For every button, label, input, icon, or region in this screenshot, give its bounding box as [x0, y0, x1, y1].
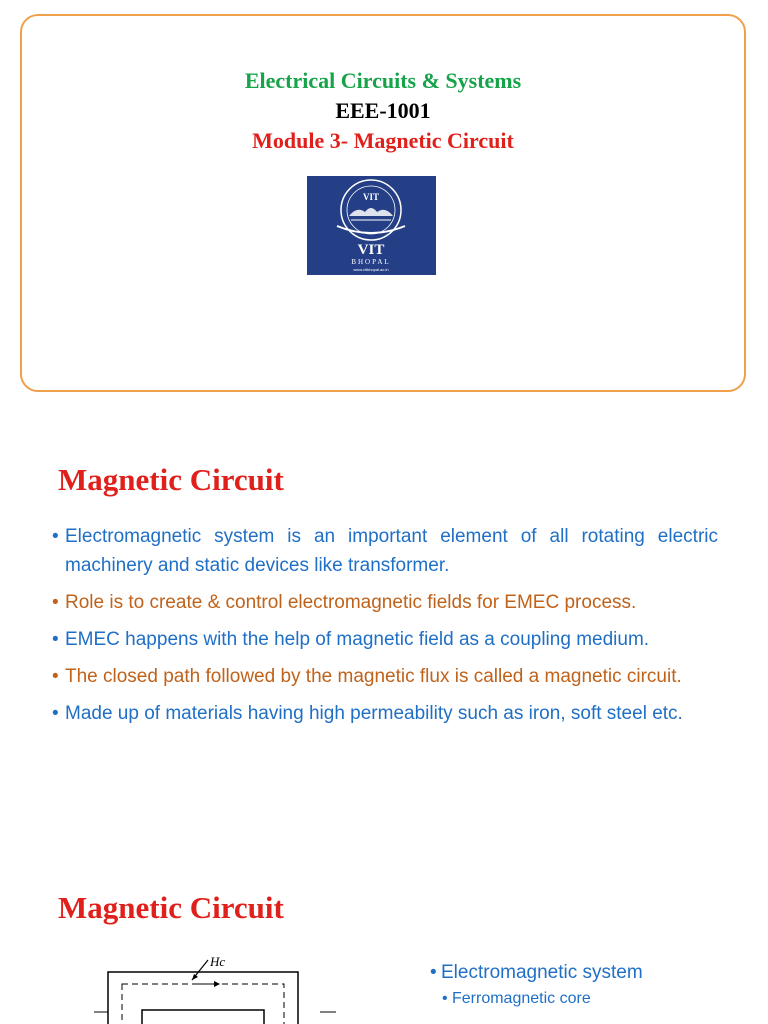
bullet-dot-icon: • [442, 990, 448, 1007]
slide-heading: Magnetic Circuit [58, 890, 284, 925]
bullet-text: EMEC happens with the help of magnetic field as a coupling medium. [65, 629, 650, 650]
diagram-label: Hc [210, 954, 226, 969]
diagram-bullets [430, 962, 643, 1008]
logo-emblem-text: VIT [362, 192, 380, 202]
bullet-text: Electromagnetic system [441, 962, 643, 983]
bullet-dot-icon: • [52, 666, 59, 687]
bullet-dot-icon: • [52, 629, 59, 650]
logo-url: www.vitbhopal.ac.in [353, 267, 389, 272]
slide-magnetic-circuit-definition [0, 410, 768, 850]
bullet-text: Electromagnetic system is an important element of all rotating electric machinery and static devices like transformer. [65, 526, 718, 576]
bullet-item [52, 588, 718, 617]
bullet-dot-icon: • [52, 703, 59, 724]
title-slide [20, 14, 746, 392]
bullet-item [52, 522, 718, 580]
bullet-text: The closed path followed by the magnetic flux is called a magnetic circuit. [65, 666, 682, 687]
sub-bullet-text: Ferromagnetic core [452, 990, 591, 1007]
course-code: EEE-1001 [335, 98, 431, 123]
sub-bullet-item [442, 990, 643, 1008]
slide-magnetic-circuit-diagram [0, 860, 768, 1024]
bullet-dot-icon: • [52, 592, 59, 613]
bullet-item [52, 662, 718, 691]
bullet-item [52, 699, 718, 728]
bullet-list [52, 522, 718, 736]
course-title: Electrical Circuits & Systems [244, 68, 522, 93]
bullet-dot-icon: • [430, 962, 437, 983]
logo-campus: BHOPAL [351, 258, 391, 266]
bullet-item [430, 962, 643, 984]
bullet-text: Made up of materials having high permeability such as iron, soft steel etc. [65, 703, 683, 724]
bullet-item [52, 625, 718, 654]
module-title: Module 3- Magnetic Circuit [252, 128, 514, 153]
slide-heading: Magnetic Circuit [58, 462, 284, 497]
logo-name: VIT [357, 242, 385, 258]
magnetic-circuit-diagram [80, 950, 360, 1024]
bullet-dot-icon: • [52, 526, 59, 547]
vit-bhopal-logo [307, 176, 436, 275]
bullet-text: Role is to create & control electromagnetic fields for EMEC process. [65, 592, 637, 613]
logo-emblem-icon [307, 176, 436, 275]
